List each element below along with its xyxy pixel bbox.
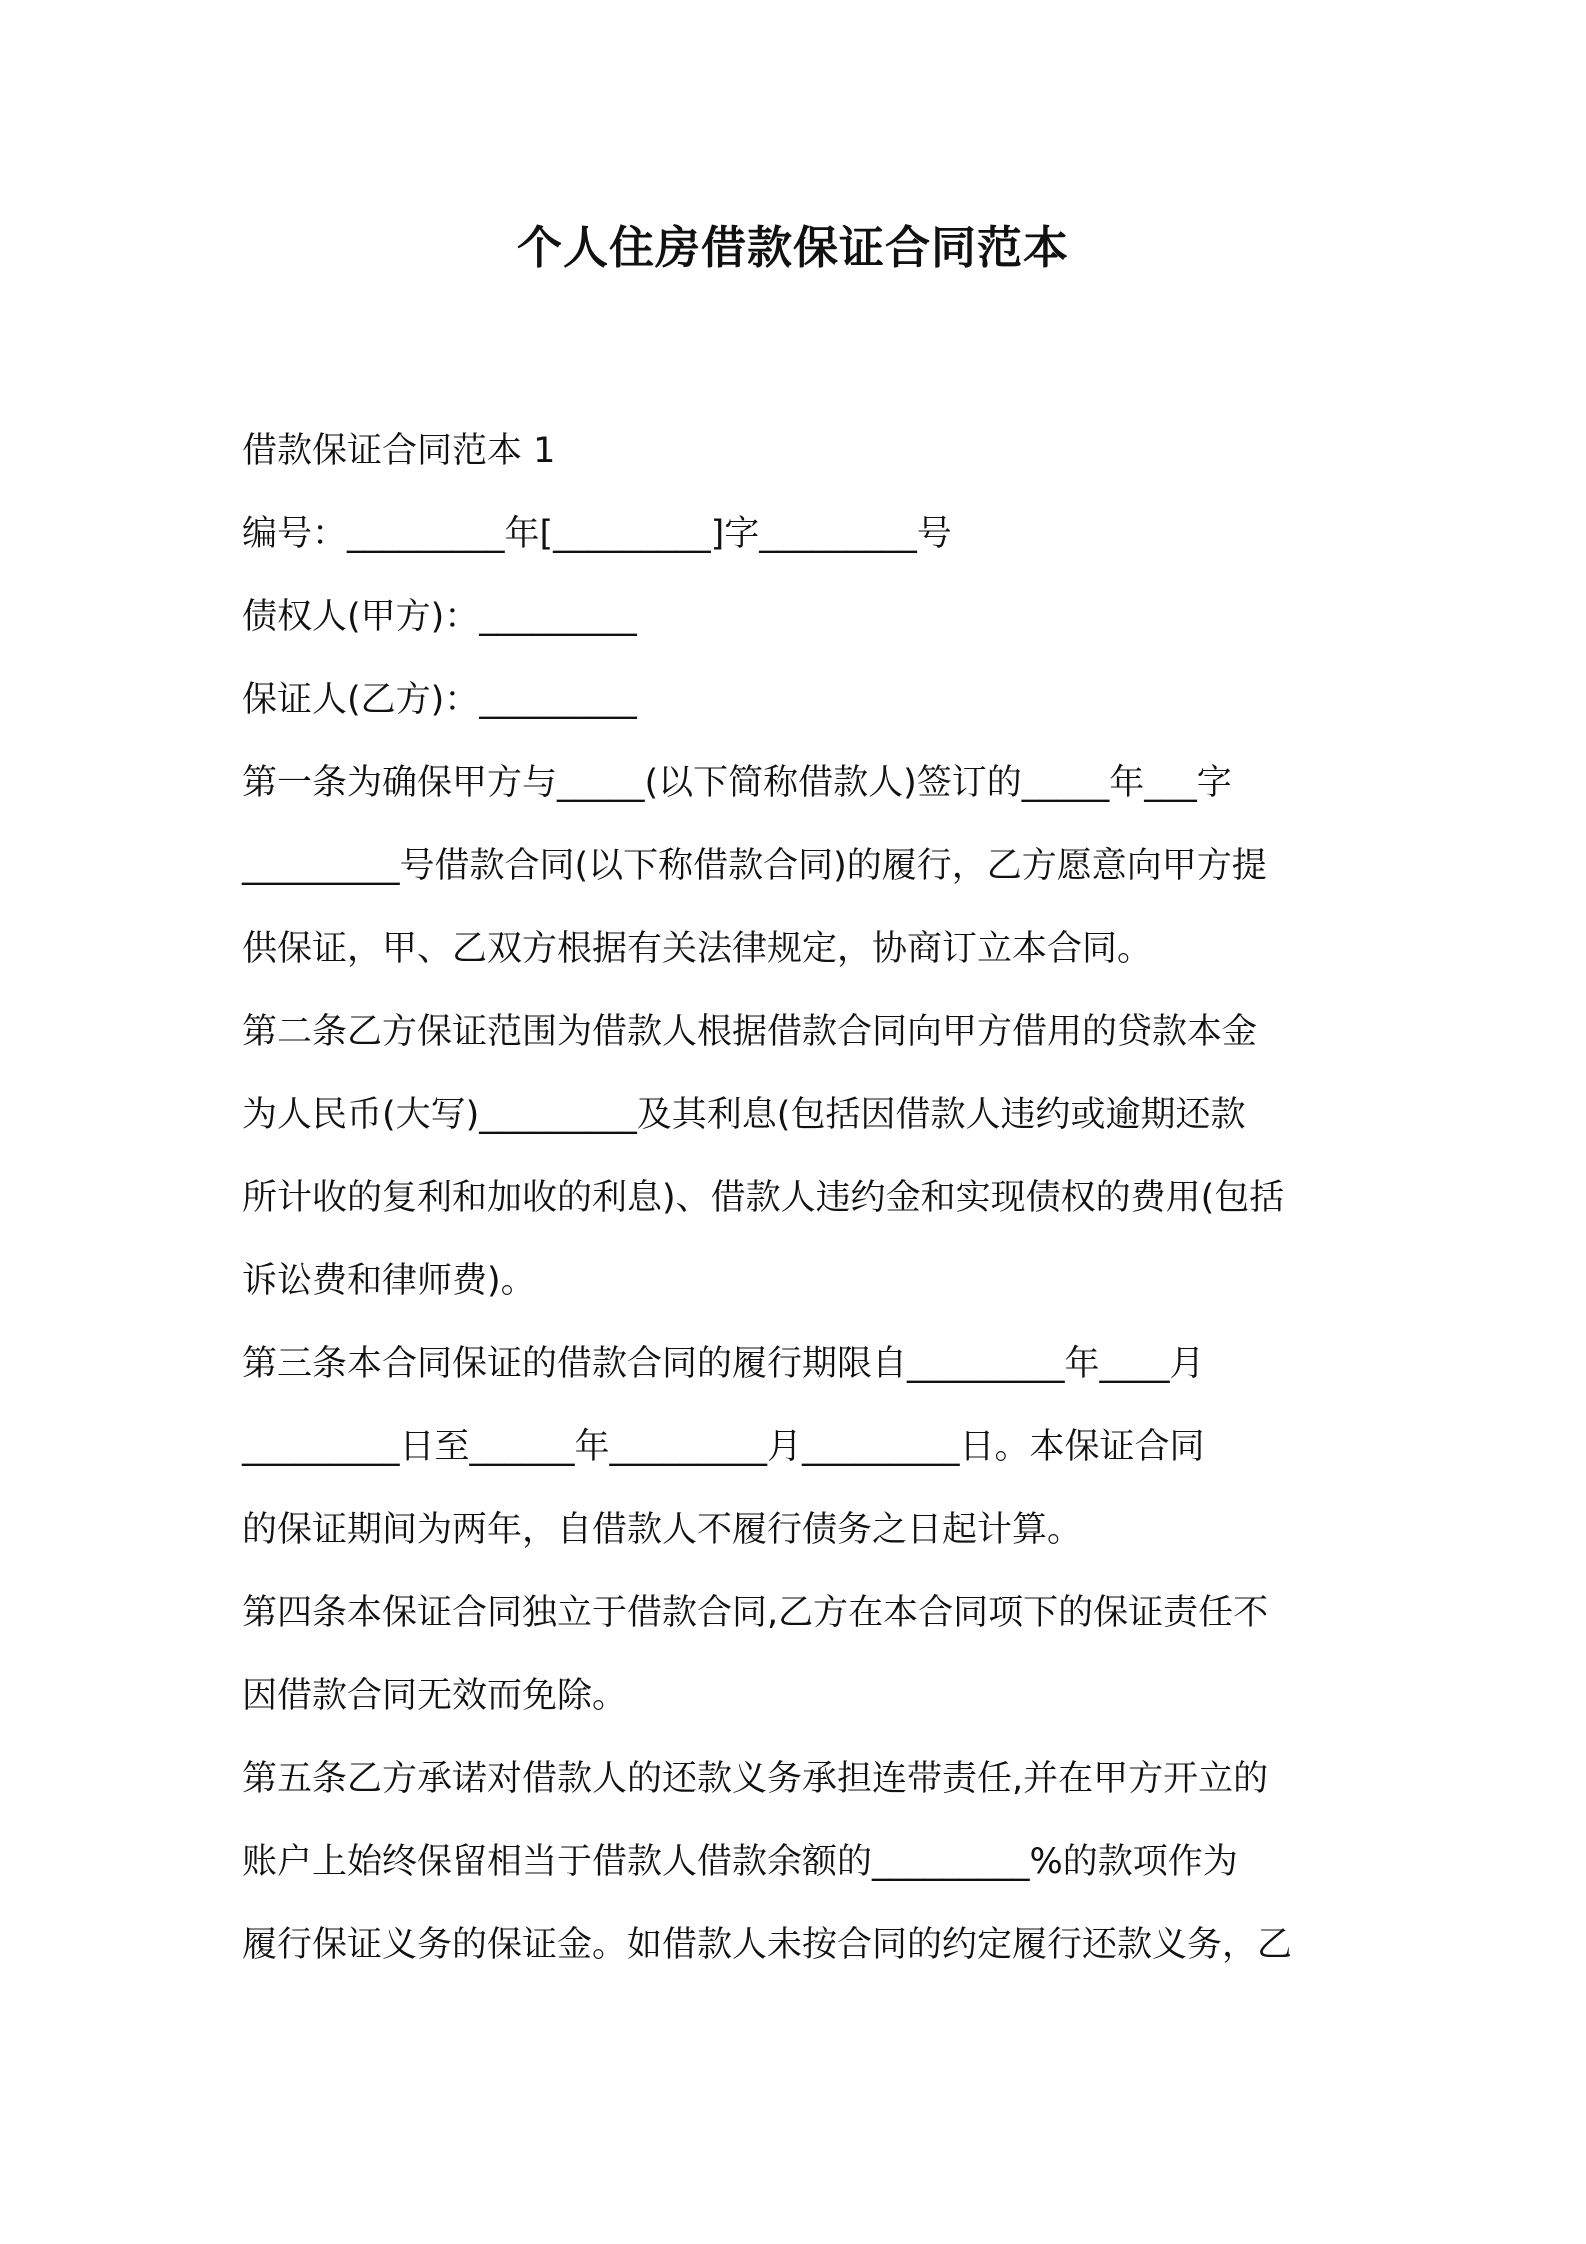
article-1-line-1: 第一条为确保甲方与_____(以下简称借款人)签订的_____年___字	[242, 763, 1232, 803]
article-2-line-3: 所计收的复利和加收的利息)、借款人违约金和实现债权的费用(包括	[242, 1178, 1285, 1218]
guarantor-line: 保证人(乙方)：_________	[242, 680, 637, 720]
article-1	[242, 742, 1350, 991]
contract-number-line: 编号：_________年[_________]字_________号	[242, 514, 952, 554]
article-3-line-1: 第三条本合同保证的借款合同的履行期限自_________年____月	[242, 1344, 1205, 1384]
creditor-line: 债权人(甲方)：_________	[242, 597, 637, 637]
subtitle-line: 借款保证合同范本 1	[242, 431, 556, 471]
article-2	[242, 991, 1350, 1323]
article-1-line-3: 供保证，甲、乙双方根据有关法律规定，协商订立本合同。	[242, 929, 1153, 969]
document-body	[242, 410, 1350, 1987]
article-4	[242, 1572, 1350, 1738]
article-1-line-2: _________号借款合同(以下称借款合同)的履行，乙方愿意向甲方提	[242, 846, 1267, 886]
article-4-line-2: 因借款合同无效而免除。	[242, 1676, 628, 1716]
article-3	[242, 1323, 1350, 1572]
article-5	[242, 1738, 1350, 1987]
article-2-line-1: 第二条乙方保证范围为借款人根据借款合同向甲方借用的贷款本金	[242, 1012, 1258, 1052]
article-3-line-2: _________日至______年_________月_________日。本保证合同	[242, 1427, 1205, 1467]
article-2-line-4: 诉讼费和律师费)。	[242, 1261, 536, 1301]
article-5-line-3: 履行保证义务的保证金。如借款人未按合同的约定履行还款义务，乙	[242, 1925, 1293, 1965]
article-2-line-2: 为人民币(大写)_________及其利息(包括因借款人违约或逾期还款	[242, 1095, 1246, 1135]
article-5-line-2: 账户上始终保留相当于借款人借款余额的_________%的款项作为	[242, 1842, 1238, 1882]
article-5-line-1: 第五条乙方承诺对借款人的还款义务承担连带责任,并在甲方开立的	[242, 1759, 1269, 1799]
article-4-line-1: 第四条本保证合同独立于借款合同,乙方在本合同项下的保证责任不	[242, 1593, 1269, 1633]
document-title: 个人住房借款保证合同范本	[516, 221, 1069, 274]
article-3-line-3: 的保证期间为两年，自借款人不履行债务之日起计算。	[242, 1510, 1083, 1550]
